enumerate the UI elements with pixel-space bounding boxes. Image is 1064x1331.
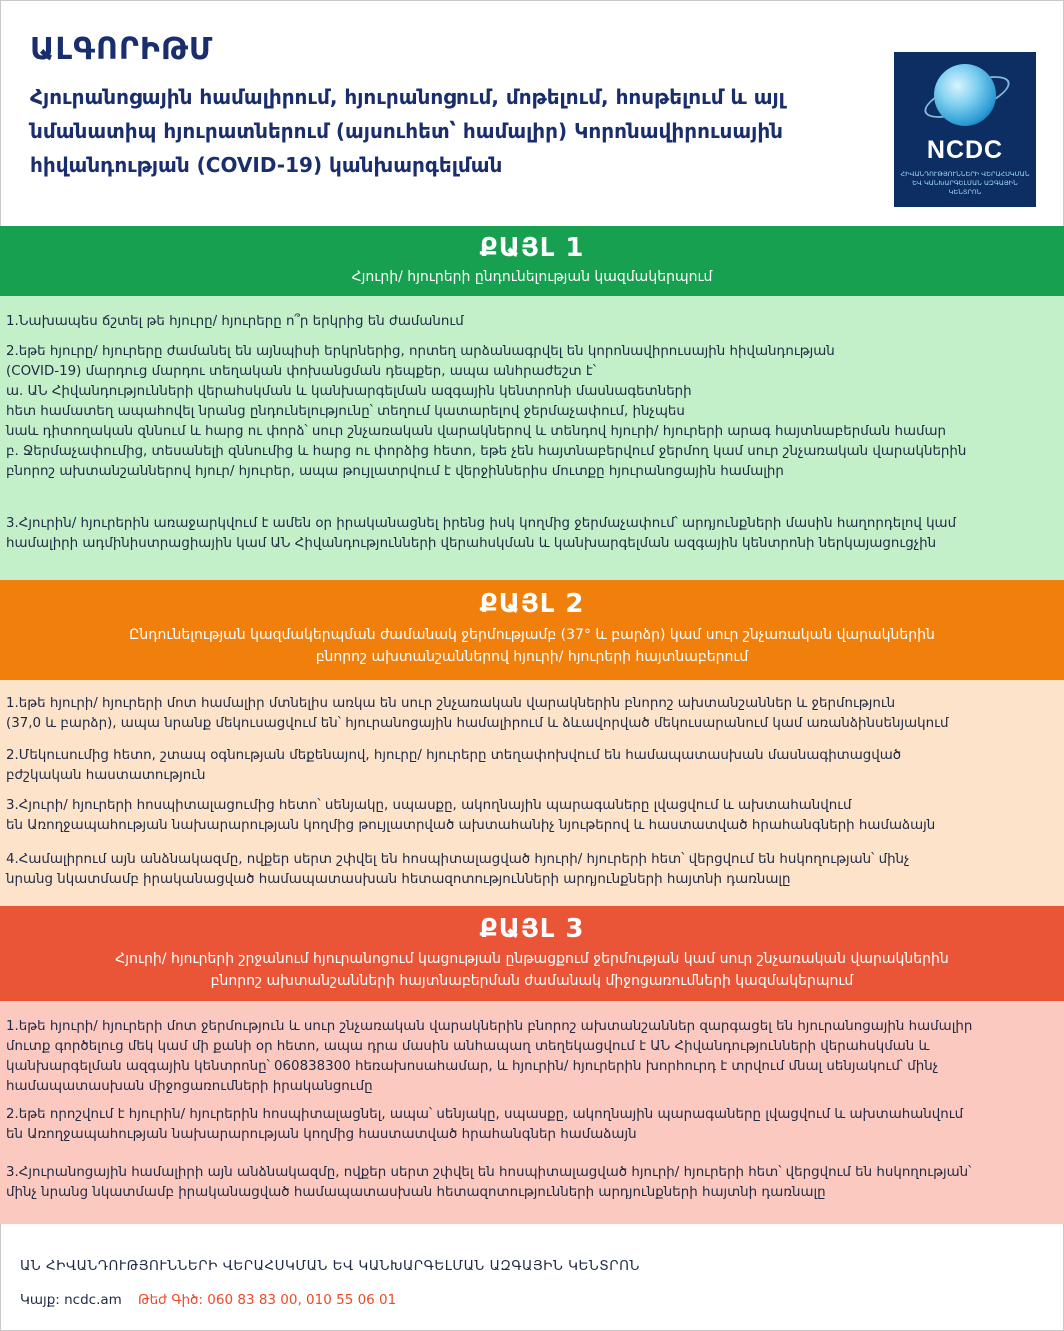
step-2-label: ՔԱՅԼ 2 [479,589,585,619]
step-3-header [0,906,1064,1001]
step-3-paragraph-1: 1.եթե հյուրի/ հյուրերի մոտ ջերմություն և սուր շնչառական վարակներին բնորոշ ախտանշաններ զարգացել են հյուրանոցային համալիր մուտք գործելուց մեկ կամ մի քանի օր հետո, ապա դրա մասին անհապաղ տեղեկացվում է ԱՆ Հիվանդությունների վերահսկման և կանխարգելման ազգային կենտրոնը՝ 060838300 հեռախոսահամար, և հյուրին/ հյուրերին խորհուրդ է տրվում մնալ սենյակում՝ մինչ համապատասխան միջոցառումների իրականցումը [6,1019,973,1094]
step-2-subtitle-line-2: բնորոշ ախտանշաններով հյուրի/ հյուրերի հայտնաբերում [315,649,749,665]
step-3-paragraph-3: 3.Հյուրանոցային համալիրի այն անձնակազմը, ովքեր սերտ շփվել են հոսպիտալացված հյուրի/ հյուրերի հետ՝ վերցվում են հսկողության՝ մինչ նրանց նկատմամբ իրականացված համապատասխան հետազոտությունների արդյունքների հայտնի դառնալը [6,1165,972,1200]
step-3-label: ՔԱՅԼ 3 [479,914,585,944]
step-2-paragraph-2: 2.Մեկուսումից հետո, շտապ օգնության մեքենայով, հյուրը/ հյուրերը տեղափոխվում են համապատասխան մասնագիտացված բժշկական հաստատություն [6,748,902,783]
step-1-paragraph-2: 2.եթե հյուրը/ հյուրերը ժամանել են այնպիսի երկրներից, որտեղ արձանագրվել են կորոնավիրուսային հիվանդության (COVID-19) մարդուց մարդու տեղական փոխանցման դեպքեր, ապա անհրաժեշտ է՝ ա. ԱՆ Հիվանդությունների վերահսկման և կանխարգելման ազգային կենտրոնի մասնագետների հետ համատեղ ապահովել նրանց ընդունելությունը՝ տեղում կատարելով ջերմաչափում, ինչպես նաև դիտողական զննում և հարց ու փորձ՝ սուր շնչառական վարակներով և տենդով հյուրի/ հյուրերի արագ հայտնաբերման համար բ. Ջերմաչափումից, տեսանելի զննումից և հարց ու փորձից հետո, եթե չեն հայտնաբերվում ջերմող կամ սուր շնչառական վարակներին բնորոշ ախտանշաններով հյուր/ հյուրեր, ապա թույլատրվում է վերջիններիս մուտքը հյուրանոցային համալիր [6,344,967,479]
header [0,0,1064,226]
page-subtitle: Հյուրանոցային համալիրում, հյուրանոցում, մոթելում, հոսթելում և այլ նմանատիպ հյուրատներում (այսուհետ՝ համալիր) Կորոնավիրուսային հիվանդության (COVID-19) կանխարգելման [30,85,785,177]
step-2-paragraph-3: 3.Հյուրի/ հյուրերի հոսպիտալացումից հետո՝ սենյակը, սպասքը, ակողնային պարագաները լվացվում և ախտահանվում են Առողջապահության նախարարության կողմից թույլատրված ախտահանիչ նյութերով և հաստատված հրահանգների համաձայն [6,798,936,833]
step-2-paragraph-4: 4.Համալիրում այն անձնակազմը, ովքեր սերտ շփվել են հոսպիտալացված հյուրի/ հյուրերի հետ՝ վերցվում են հսկողության՝ մինչ նրանց նկատմամբ իրականացված համապատասխան հետազոտությունների արդյունքների հայտնի դառնալը [6,852,910,887]
step-1-label: ՔԱՅԼ 1 [479,233,585,263]
footer-organization: ԱՆ ՀԻՎԱՆԴՈՒԹՅՈՒՆՆԵՐԻ ՎԵՐԱՀՍԿՄԱՆ ԵՎ ԿԱՆԽԱՐԳԵԼՄԱՆ ԱԶԳԱՅԻՆ ԿԵՆՏՐՈՆ [20,1258,640,1274]
ncdc-logo [894,52,1036,207]
logo-abbreviation: NCDC [926,136,1004,164]
footer-hotline[interactable]: Թեժ Գիծ: 060 83 83 00, 010 55 06 01 [138,1292,397,1308]
step-1-subtitle: Հյուրի/ հյուրերի ընդունելության կազմակերպում [351,269,713,285]
step-3-paragraph-2: 2.եթե որոշվում է հյուրին/ հյուրերին հոսպիտալացնել, ապա՝ սենյակը, սպասքը, ակողնային պարագաները լվացվում և ախտահանվում են Առողջապահության նախարարության կողմից հաստատված հրահանգներ համաձայն [6,1107,964,1142]
step-2-paragraph-1: 1.եթե հյուրի/ հյուրերի մոտ համալիր մտնելիս առկա են սուր շնչառական վարակներին բնորոշ ախտանշաններ և ջերմություն (37,0 և բարձր), ապա նրանք մեկուսացվում են՝ հյուրանոցային համալիրում և ձևավորված մեկուսարանում կամ առանձինսենյակում [6,696,949,731]
step-1-panel [0,296,1064,580]
step-3-subtitle-line-2: բնորոշ ախտանշանների հայտնաբերման ժամանակ միջոցառումների կազմակերպում [210,973,854,989]
globe-icon [934,64,996,126]
step-3-panel [0,1001,1064,1224]
page-title: ԱԼԳՈՐԻԹՄ [30,32,214,67]
step-1-paragraph-3: 3.Հյուրին/ հյուրերին առաջարկվում է ամեն օր իրականացնել իրենց իսկ կողմից ջերմաչափում՝ արդյունքների մասին հաղորդելով կամ համալիրի ադմինիստրացիային կամ ԱՆ Հիվանդությունների վերահսկման և կանխարգելման ազգային կենտրոնի ներկայացուցչին [6,516,957,551]
step-1-paragraph-1: 1.Նախապես ճշտել թե հյուրը/ հյուրերը ո՞ր երկրից են ժամանում [6,314,464,329]
step-2-header [0,580,1064,680]
step-1-header [0,226,1064,296]
logo-full-name: ՀԻՎԱՆԴՈՒԹՅՈՒՆՆԵՐԻ ՎԵՐԱՀՍԿՄԱՆ ԵՎ ԿԱՆԽԱՐԳԵԼՄԱՆ ԱԶԳԱՅԻՆ ԿԵՆՏՐՈՆ [900,170,1030,196]
step-2-panel [0,680,1064,906]
step-3-subtitle-line-1: Հյուրի/ հյուրերի շրջանում հյուրանոցում կացության ընթացքում ջերմության կամ սուր շնչառական վարակներին [115,951,949,967]
footer-website[interactable]: Կայք: ncdc.am [20,1292,122,1308]
step-2-subtitle-line-1: Ընդունելության կազմակերպման ժամանակ ջերմությամբ (37° և բարձր) կամ սուր շնչառական վարակներին [129,627,935,643]
